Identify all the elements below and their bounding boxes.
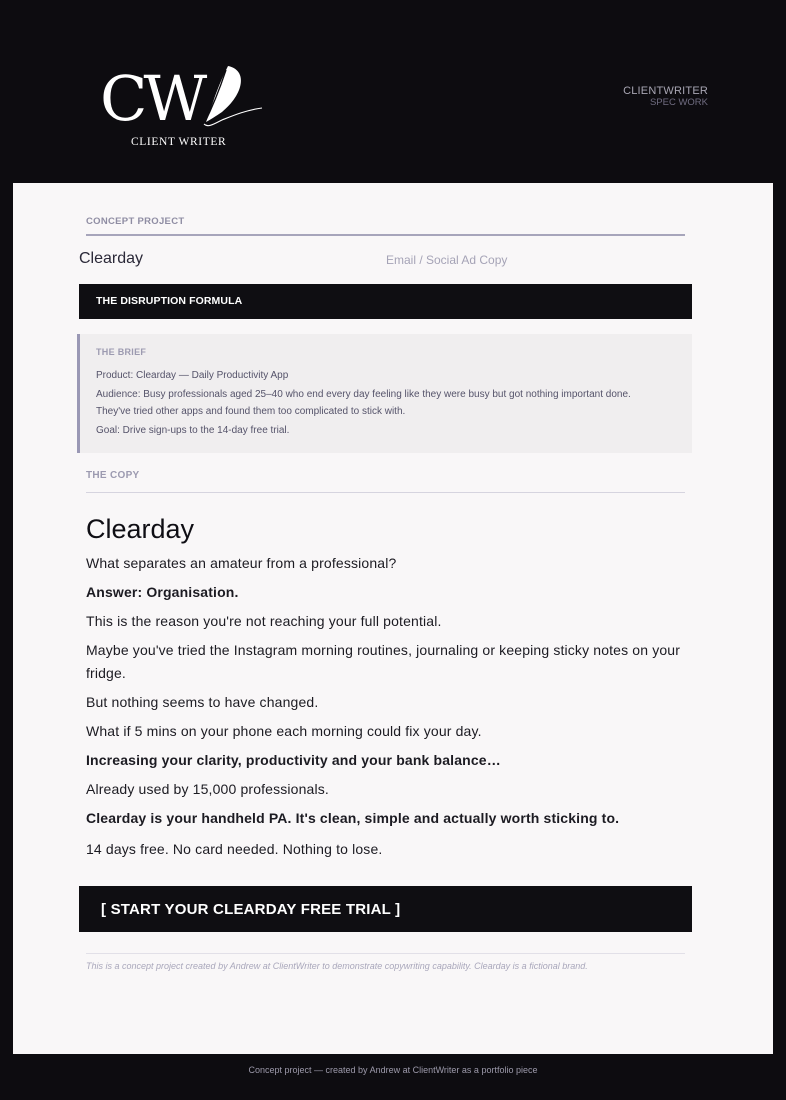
concept-divider bbox=[86, 234, 685, 236]
copy-line: What if 5 mins on your phone each morning could fix your day. bbox=[86, 723, 482, 739]
copy-line: Clearday is your handheld PA. It's clean, simple and actually worth sticking to. bbox=[86, 810, 620, 826]
copy-divider bbox=[86, 492, 685, 493]
copy-line: Answer: Organisation. bbox=[86, 584, 239, 600]
start-free-trial-button[interactable]: [ START YOUR CLEARDAY FREE TRIAL ] bbox=[79, 886, 692, 932]
brief-product: Product: Clearday — Daily Productivity App bbox=[96, 370, 289, 381]
brief-audience: Audience: Busy professionals aged 25–40 who end every day feeling like they were busy but got nothing important done. bbox=[96, 389, 631, 400]
copy-line: Increasing your clarity, productivity and your bank balance… bbox=[86, 752, 501, 768]
copy-line: Already used by 15,000 professionals. bbox=[86, 781, 329, 797]
formula-banner: THE DISRUPTION FORMULA bbox=[79, 284, 692, 319]
copy-label: THE COPY bbox=[86, 470, 140, 481]
brand-block bbox=[623, 85, 708, 109]
brand-tag: SPEC WORK bbox=[649, 97, 708, 108]
brief-audience-continued: They've tried other apps and found them too complicated to stick with. bbox=[96, 406, 406, 417]
copy-line: Maybe you've tried the Instagram morning routines, journaling or keeping sticky notes on your fridge. bbox=[86, 642, 681, 681]
bottom-note: Concept project — created by Andrew at ClientWriter as a portfolio piece bbox=[248, 1065, 538, 1075]
copy-line: But nothing seems to have changed. bbox=[86, 694, 319, 710]
logo-subtitle: CLIENT WRITER bbox=[131, 136, 227, 148]
copy-line: This is the reason you're not reaching your full potential. bbox=[86, 613, 442, 629]
quill-feather-icon bbox=[188, 64, 266, 134]
concept-project-label: CONCEPT PROJECT bbox=[86, 216, 185, 227]
brief-goal: Goal: Drive sign-ups to the 14-day free trial. bbox=[96, 425, 290, 436]
copy-line: 14 days free. No card needed. Nothing to lose. bbox=[86, 841, 383, 857]
project-title: Clearday bbox=[79, 250, 144, 267]
project-page bbox=[13, 183, 773, 1054]
clientwriter-logo[interactable] bbox=[98, 64, 268, 154]
ad-copy bbox=[86, 512, 686, 867]
copy-line: What separates an amateur from a professional? bbox=[86, 555, 397, 571]
brief-label: THE BRIEF bbox=[96, 347, 147, 357]
site-header bbox=[0, 0, 786, 183]
disclaimer-text: This is a concept project created by Andrew at ClientWriter to demonstrate copywriting capability. Clearday is a fictional brand. bbox=[86, 961, 588, 971]
logo-letters: CW bbox=[100, 62, 204, 135]
project-type: Email / Social Ad Copy bbox=[386, 253, 508, 267]
brief-box bbox=[77, 334, 692, 453]
brand-name: CLIENTWRITER bbox=[623, 85, 708, 97]
footer-divider bbox=[86, 953, 685, 954]
copy-heading: Clearday bbox=[86, 514, 195, 544]
